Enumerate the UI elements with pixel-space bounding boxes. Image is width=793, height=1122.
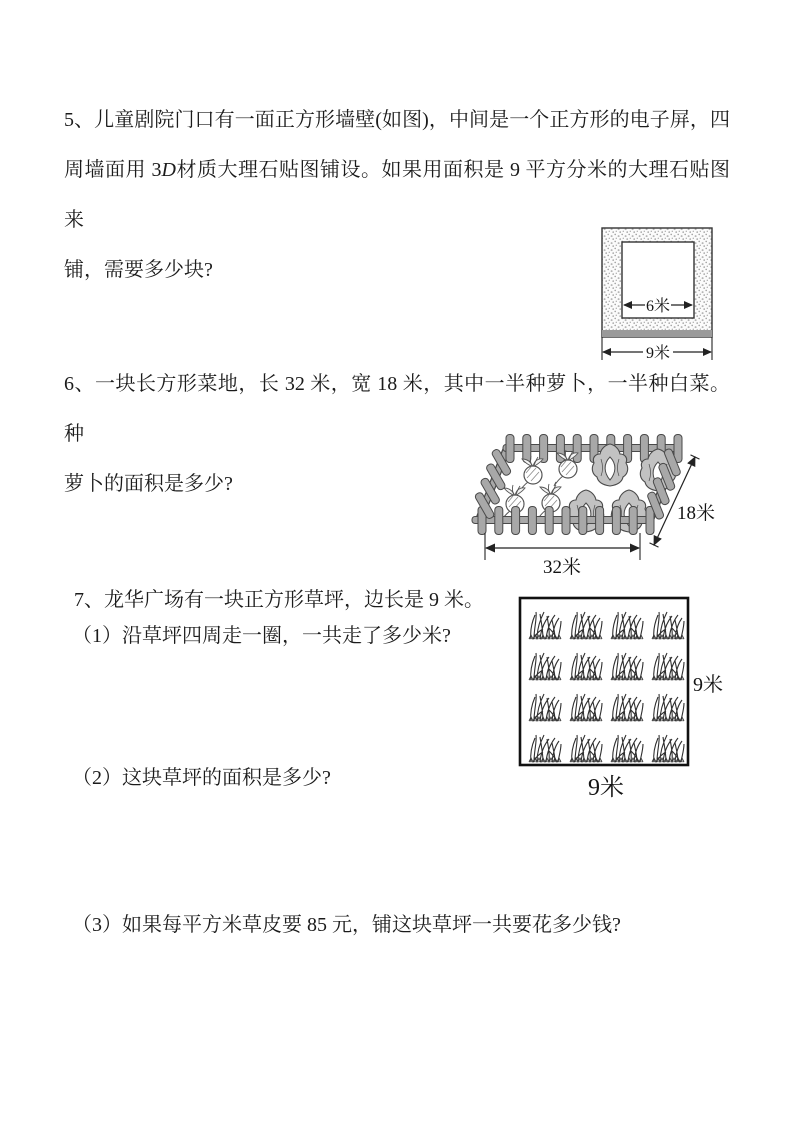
problem-7-q3: （3）如果每平方米草皮要 85 元，铺这块草坪一共要花多少钱? bbox=[72, 914, 621, 936]
fence-post bbox=[596, 507, 604, 535]
fence-post bbox=[612, 507, 620, 535]
fence-post bbox=[523, 435, 531, 463]
fence-post bbox=[506, 435, 514, 463]
wall-inner-dim-label: 6米 bbox=[645, 298, 671, 315]
garden-width-dim-label: 32米 bbox=[542, 557, 582, 578]
fence-post bbox=[646, 507, 654, 535]
fence-post bbox=[512, 507, 520, 535]
garden-height-dim-label: 18米 bbox=[677, 503, 716, 524]
fence-post bbox=[540, 435, 548, 463]
fence-post bbox=[579, 507, 587, 535]
problem-7-q2: （2）这块草坪的面积是多少? bbox=[72, 767, 331, 789]
problem-6-line-1: 6、一块长方形菜地，长 32 米，宽 18 米，其中一半种萝卜，一半种白菜。种 bbox=[64, 373, 730, 445]
problem-5-line-3: 铺，需要多少块? bbox=[64, 259, 213, 281]
fence-post bbox=[562, 507, 570, 535]
problem-5-line-2-italic-d: D bbox=[161, 159, 176, 181]
wall-outer-dim-label: 9米 bbox=[645, 345, 671, 362]
problem-5-line-1: 5、儿童剧院门口有一面正方形墙壁(如图)，中间是一个正方形的电子屏，四 bbox=[64, 109, 730, 131]
lawn-side-label-bottom: 9米 bbox=[588, 775, 624, 801]
fence-post bbox=[573, 435, 581, 463]
fence-post bbox=[640, 435, 648, 463]
lawn-side-label-right: 9米 bbox=[693, 674, 723, 696]
fence-post bbox=[528, 507, 536, 535]
problem-7-intro: 7、龙华广场有一块正方形草坪，边长是 9 米。 bbox=[74, 589, 484, 611]
garden-diagram bbox=[458, 427, 750, 585]
garden-height-dim-top-tick bbox=[691, 455, 700, 459]
wall-bottom-band bbox=[602, 330, 712, 337]
wall-diagram bbox=[593, 219, 761, 367]
problem-5-line-2-post: 材质大理石贴图铺设。如果用面积是 9 平方分米的大理石贴图来 bbox=[64, 159, 731, 231]
garden-height-dim-bottom-tick bbox=[650, 543, 659, 547]
fence-post bbox=[629, 507, 637, 535]
problem-5-line-2-pre: 周墙面用 3 bbox=[64, 159, 162, 181]
fence-post bbox=[495, 507, 503, 535]
problem-6-line-2: 萝卜的面积是多少? bbox=[64, 473, 233, 495]
fence-post bbox=[545, 507, 553, 535]
problem-7-q1: （1）沿草坪四周走一圈，一共走了多少米? bbox=[72, 625, 451, 647]
lawn-diagram bbox=[512, 592, 740, 810]
